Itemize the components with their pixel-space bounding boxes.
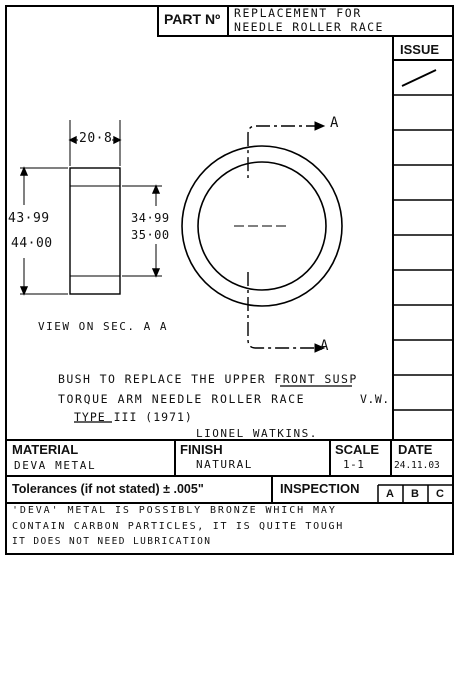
material-value: DEVA METAL <box>14 459 97 472</box>
note-line1: BUSH TO REPLACE THE UPPER FRONT SUSP <box>58 372 358 386</box>
bush-side-view <box>20 120 162 294</box>
note-line3: TYPE III (1971) <box>74 410 193 424</box>
scale-label: SCALE <box>335 442 380 457</box>
material-label: MATERIAL <box>12 442 79 457</box>
finish-label: FINISH <box>180 442 223 457</box>
date-label: DATE <box>398 442 433 457</box>
part-name-line1: REPLACEMENT FOR <box>234 6 362 20</box>
section-marker-top: A <box>330 115 339 131</box>
scale-value: 1-1 <box>343 458 365 471</box>
outer-diameter-max: 44·00 <box>11 236 53 251</box>
section-marker-bottom: A <box>320 338 329 354</box>
outer-diameter-min: 43·99 <box>8 211 50 226</box>
remark-line3: IT DOES NOT NEED LUBRICATION <box>12 536 212 547</box>
bush-end-view <box>182 122 342 352</box>
inspection-c: C <box>436 488 444 500</box>
issue-mark <box>402 70 436 86</box>
note-author: LIONEL WATKINS. <box>196 427 318 440</box>
remark-line2: CONTAIN CARBON PARTICLES, IT IS QUITE TOUGH <box>12 521 344 532</box>
tolerances-label: Tolerances (if not stated) ± .005" <box>12 482 204 496</box>
finish-value: NATURAL <box>196 458 253 471</box>
width-dimension: 20·8 <box>79 131 113 146</box>
inner-diameter-min: 34·99 <box>131 211 170 225</box>
date-value: 24.11.03 <box>394 460 440 471</box>
inspection-a: A <box>386 488 394 500</box>
note-line2: TORQUE ARM NEEDLE ROLLER RACE <box>58 392 306 406</box>
issue-column <box>393 36 453 440</box>
issue-label: ISSUE <box>400 42 440 57</box>
view-note: VIEW ON SEC. A A <box>38 320 168 333</box>
part-name-line2: NEEDLE ROLLER RACE <box>234 20 384 34</box>
part-number-label: PART Nº <box>164 11 221 27</box>
inner-diameter-max: 35·00 <box>131 228 170 242</box>
note-line2-right: V.W. <box>360 392 390 406</box>
inspection-label: INSPECTION <box>280 481 360 496</box>
inspection-b: B <box>411 488 419 500</box>
remark-line1: 'DEVA' METAL IS POSSIBLY BRONZE WHICH MAY <box>12 505 337 516</box>
